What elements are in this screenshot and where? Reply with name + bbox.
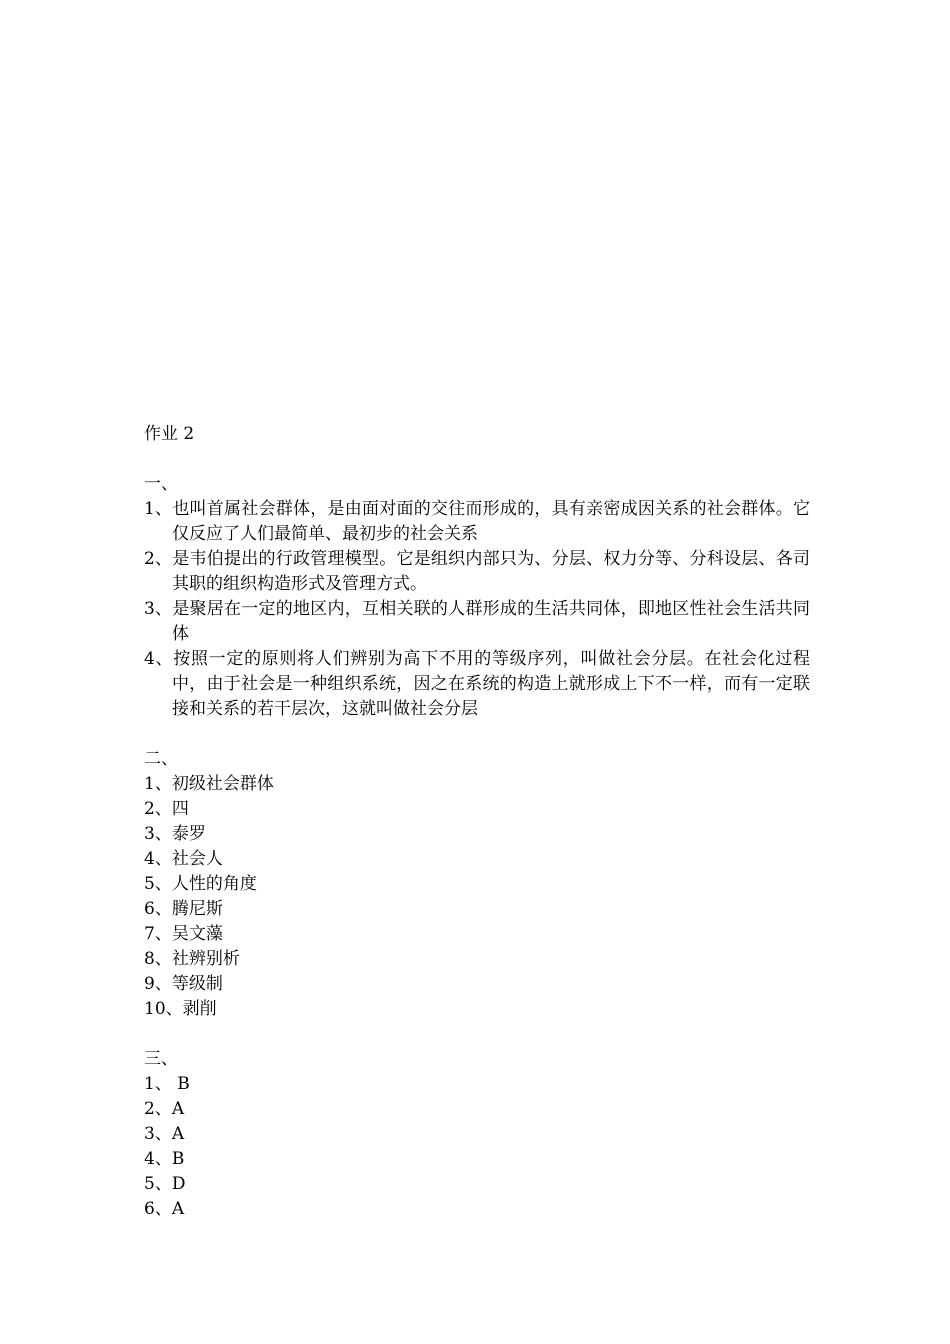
list-item [144,772,810,797]
item-number: 2、 [144,1099,172,1119]
item-text: A [171,1124,185,1144]
item-number: 2、 [144,549,173,569]
document-page [144,422,810,1222]
item-number: 1、 [144,499,173,519]
item-number: 9、 [144,974,172,994]
item-text: 社辨别析 [171,949,240,969]
item-text: A [171,1199,185,1219]
item-number: 5、 [144,874,172,894]
list-item [144,1147,810,1172]
item-text: 社会人 [171,849,223,869]
item-text: 是韦伯提出的行政管理模型。它是组织内部只为、分层、权力分等、分科设层、各司其职的组织构造形式及管理方式。 [172,549,810,594]
list-item [144,1072,810,1097]
item-text: 四 [171,799,189,819]
item-number: 5、 [144,1174,172,1194]
item-number: 1、 [144,774,172,794]
list-item [144,1197,810,1222]
item-number: 2、 [144,799,172,819]
item-number: 6、 [144,1199,172,1219]
list-item [144,497,810,547]
document-title: 作业 2 [144,424,195,444]
list-item [144,897,810,922]
item-text: B [171,1074,190,1094]
section-3 [144,1047,810,1222]
list-item [144,822,810,847]
item-number: 3、 [144,824,172,844]
list-item [144,647,810,722]
list-item [144,972,810,997]
section-heading: 二、 [144,749,178,769]
item-text: 也叫首属社会群体，是由面对面的交往而形成的，具有亲密成因关系的社会群体。它仅反应了人们最简单、最初步的社会关系 [172,499,810,544]
item-text: 等级制 [171,974,223,994]
item-number: 1、 [144,1074,172,1094]
item-number: 4、 [144,649,174,669]
section-heading: 三、 [144,1049,178,1069]
item-text: 初级社会群体 [171,774,274,794]
list-item [144,922,810,947]
item-number: 10、 [144,999,183,1019]
list-item [144,947,810,972]
item-text: 吴文藻 [171,924,223,944]
list-item [144,597,810,647]
list-item [144,1122,810,1147]
item-text: D [171,1174,186,1194]
item-number: 4、 [144,1149,172,1169]
item-text: 是聚居在一定的地区内，互相关联的人群形成的生活共同体，即地区性社会生活共同体 [172,599,810,644]
section-heading: 一、 [144,474,178,494]
item-text: 腾尼斯 [171,899,223,919]
item-number: 8、 [144,949,172,969]
item-number: 6、 [144,899,172,919]
item-text: A [171,1099,185,1119]
item-number: 3、 [144,1124,172,1144]
item-text: B [171,1149,185,1169]
list-item [144,997,810,1022]
answer-sections [144,472,810,1222]
list-item [144,1097,810,1122]
item-number: 3、 [144,599,173,619]
item-text: 人性的角度 [171,874,257,894]
item-number: 7、 [144,924,172,944]
section-2 [144,747,810,1022]
item-text: 按照一定的原则将人们辨别为高下不用的等级序列，叫做社会分层。在社会化过程中，由于社会是一种组织系统，因之在系统的构造上就形成上下不一样，而有一定联接和关系的若干层次，这就叫做社会分层 [172,649,810,719]
list-item [144,847,810,872]
item-text: 泰罗 [171,824,206,844]
list-item [144,1172,810,1197]
list-item [144,872,810,897]
section-1 [144,472,810,722]
list-item [144,797,810,822]
item-number: 4、 [144,849,172,869]
item-text: 剥削 [182,999,217,1019]
list-item [144,547,810,597]
